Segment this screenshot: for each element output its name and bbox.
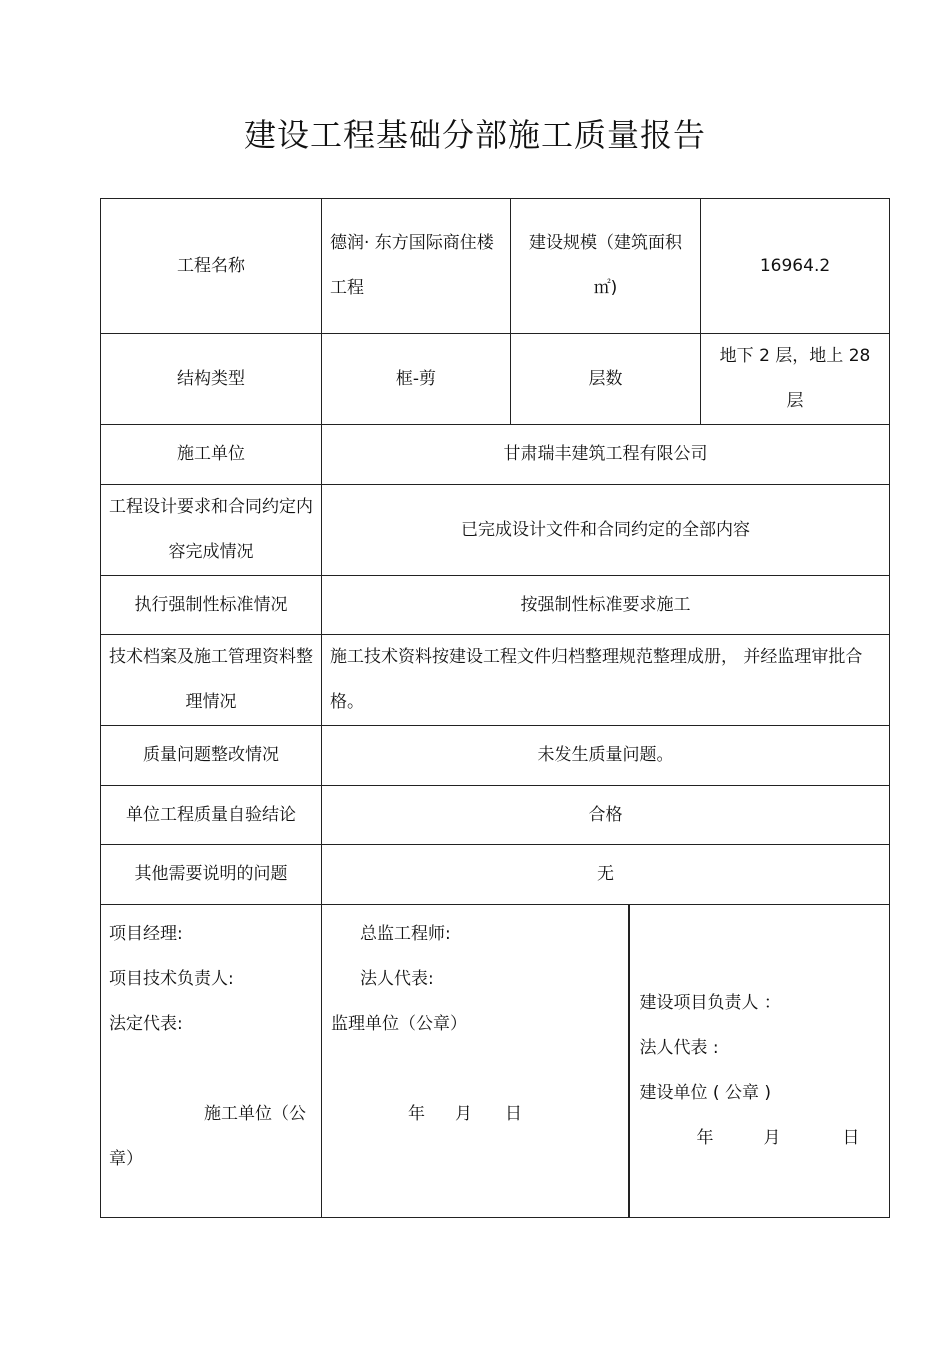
owner-seal-label: 建设单位 ( 公章 )	[639, 1083, 771, 1103]
issues-label: 质量问题整改情况	[101, 726, 322, 786]
supervisor-legal-rep-label: 法人代表:	[360, 969, 434, 989]
table-row	[101, 334, 890, 425]
project-name-label: 工程名称	[101, 199, 322, 334]
table-row	[101, 199, 890, 334]
page-title: 建设工程基础分部施工质量报告	[243, 116, 706, 154]
owner-month: 月	[763, 1128, 781, 1148]
contractor-value: 甘肃瑞丰建筑工程有限公司	[322, 425, 890, 485]
structure-label: 结构类型	[101, 334, 322, 425]
standards-label: 执行强制性标准情况	[101, 576, 322, 635]
project-manager-label: 项目经理:	[109, 924, 183, 944]
archives-value: 施工技术资料按建设工程文件归档整理规范整理成册， 并经监理审批合格。	[322, 635, 890, 726]
project-name-value: 德润· 东方国际商住楼工程	[322, 199, 511, 334]
supervisor-day: 日	[505, 1104, 522, 1124]
contractor-signature-cell	[101, 905, 322, 1218]
tech-lead-label: 项目技术负责人:	[109, 969, 234, 989]
owner-signature-cell	[629, 905, 890, 1218]
table-row	[101, 425, 890, 485]
owner-legal-rep-label: 法人代表 :	[639, 1038, 719, 1058]
standards-value: 按强制性标准要求施工	[322, 576, 890, 635]
floors-value: 地下 2 层，地上 28 层	[701, 334, 890, 425]
conclusion-label: 单位工程质量自验结论	[101, 786, 322, 845]
other-label: 其他需要说明的问题	[101, 845, 322, 905]
completion-label: 工程设计要求和合同约定内容完成情况	[101, 485, 322, 576]
report-table	[100, 198, 890, 1218]
table-row	[101, 635, 890, 726]
scale-label: 建设规模（建筑面积㎡)	[511, 199, 701, 334]
supervisor-signature-cell	[322, 905, 629, 1218]
contractor-label: 施工单位	[101, 425, 322, 485]
issues-value: 未发生质量问题。	[322, 726, 890, 786]
structure-value: 框-剪	[322, 334, 511, 425]
archives-label: 技术档案及施工管理资料整理情况	[101, 635, 322, 726]
owner-lead-label: 建设项目负责人 ：	[639, 993, 781, 1013]
supervisor-year: 年	[408, 1104, 425, 1124]
owner-day: 日	[842, 1128, 860, 1148]
contractor-seal-label-cont: 章）	[109, 1149, 143, 1169]
owner-year: 年	[696, 1128, 714, 1148]
supervisor-month: 月	[455, 1104, 472, 1124]
table-row	[101, 726, 890, 786]
table-row	[101, 786, 890, 845]
legal-rep-label: 法定代表:	[109, 1014, 183, 1034]
supervisor-seal-label: 监理单位（公章）	[331, 1014, 467, 1034]
table-row	[101, 576, 890, 635]
contractor-seal-label: 施工单位（公	[204, 1104, 306, 1124]
table-row	[101, 485, 890, 576]
table-row	[101, 845, 890, 905]
other-value: 无	[322, 845, 890, 905]
signature-row	[101, 905, 890, 1218]
conclusion-value: 合格	[322, 786, 890, 845]
completion-value: 已完成设计文件和合同约定的全部内容	[322, 485, 890, 576]
chief-engineer-label: 总监工程师:	[360, 924, 451, 944]
floors-label: 层数	[511, 334, 701, 425]
scale-value: 16964.2	[701, 199, 890, 334]
